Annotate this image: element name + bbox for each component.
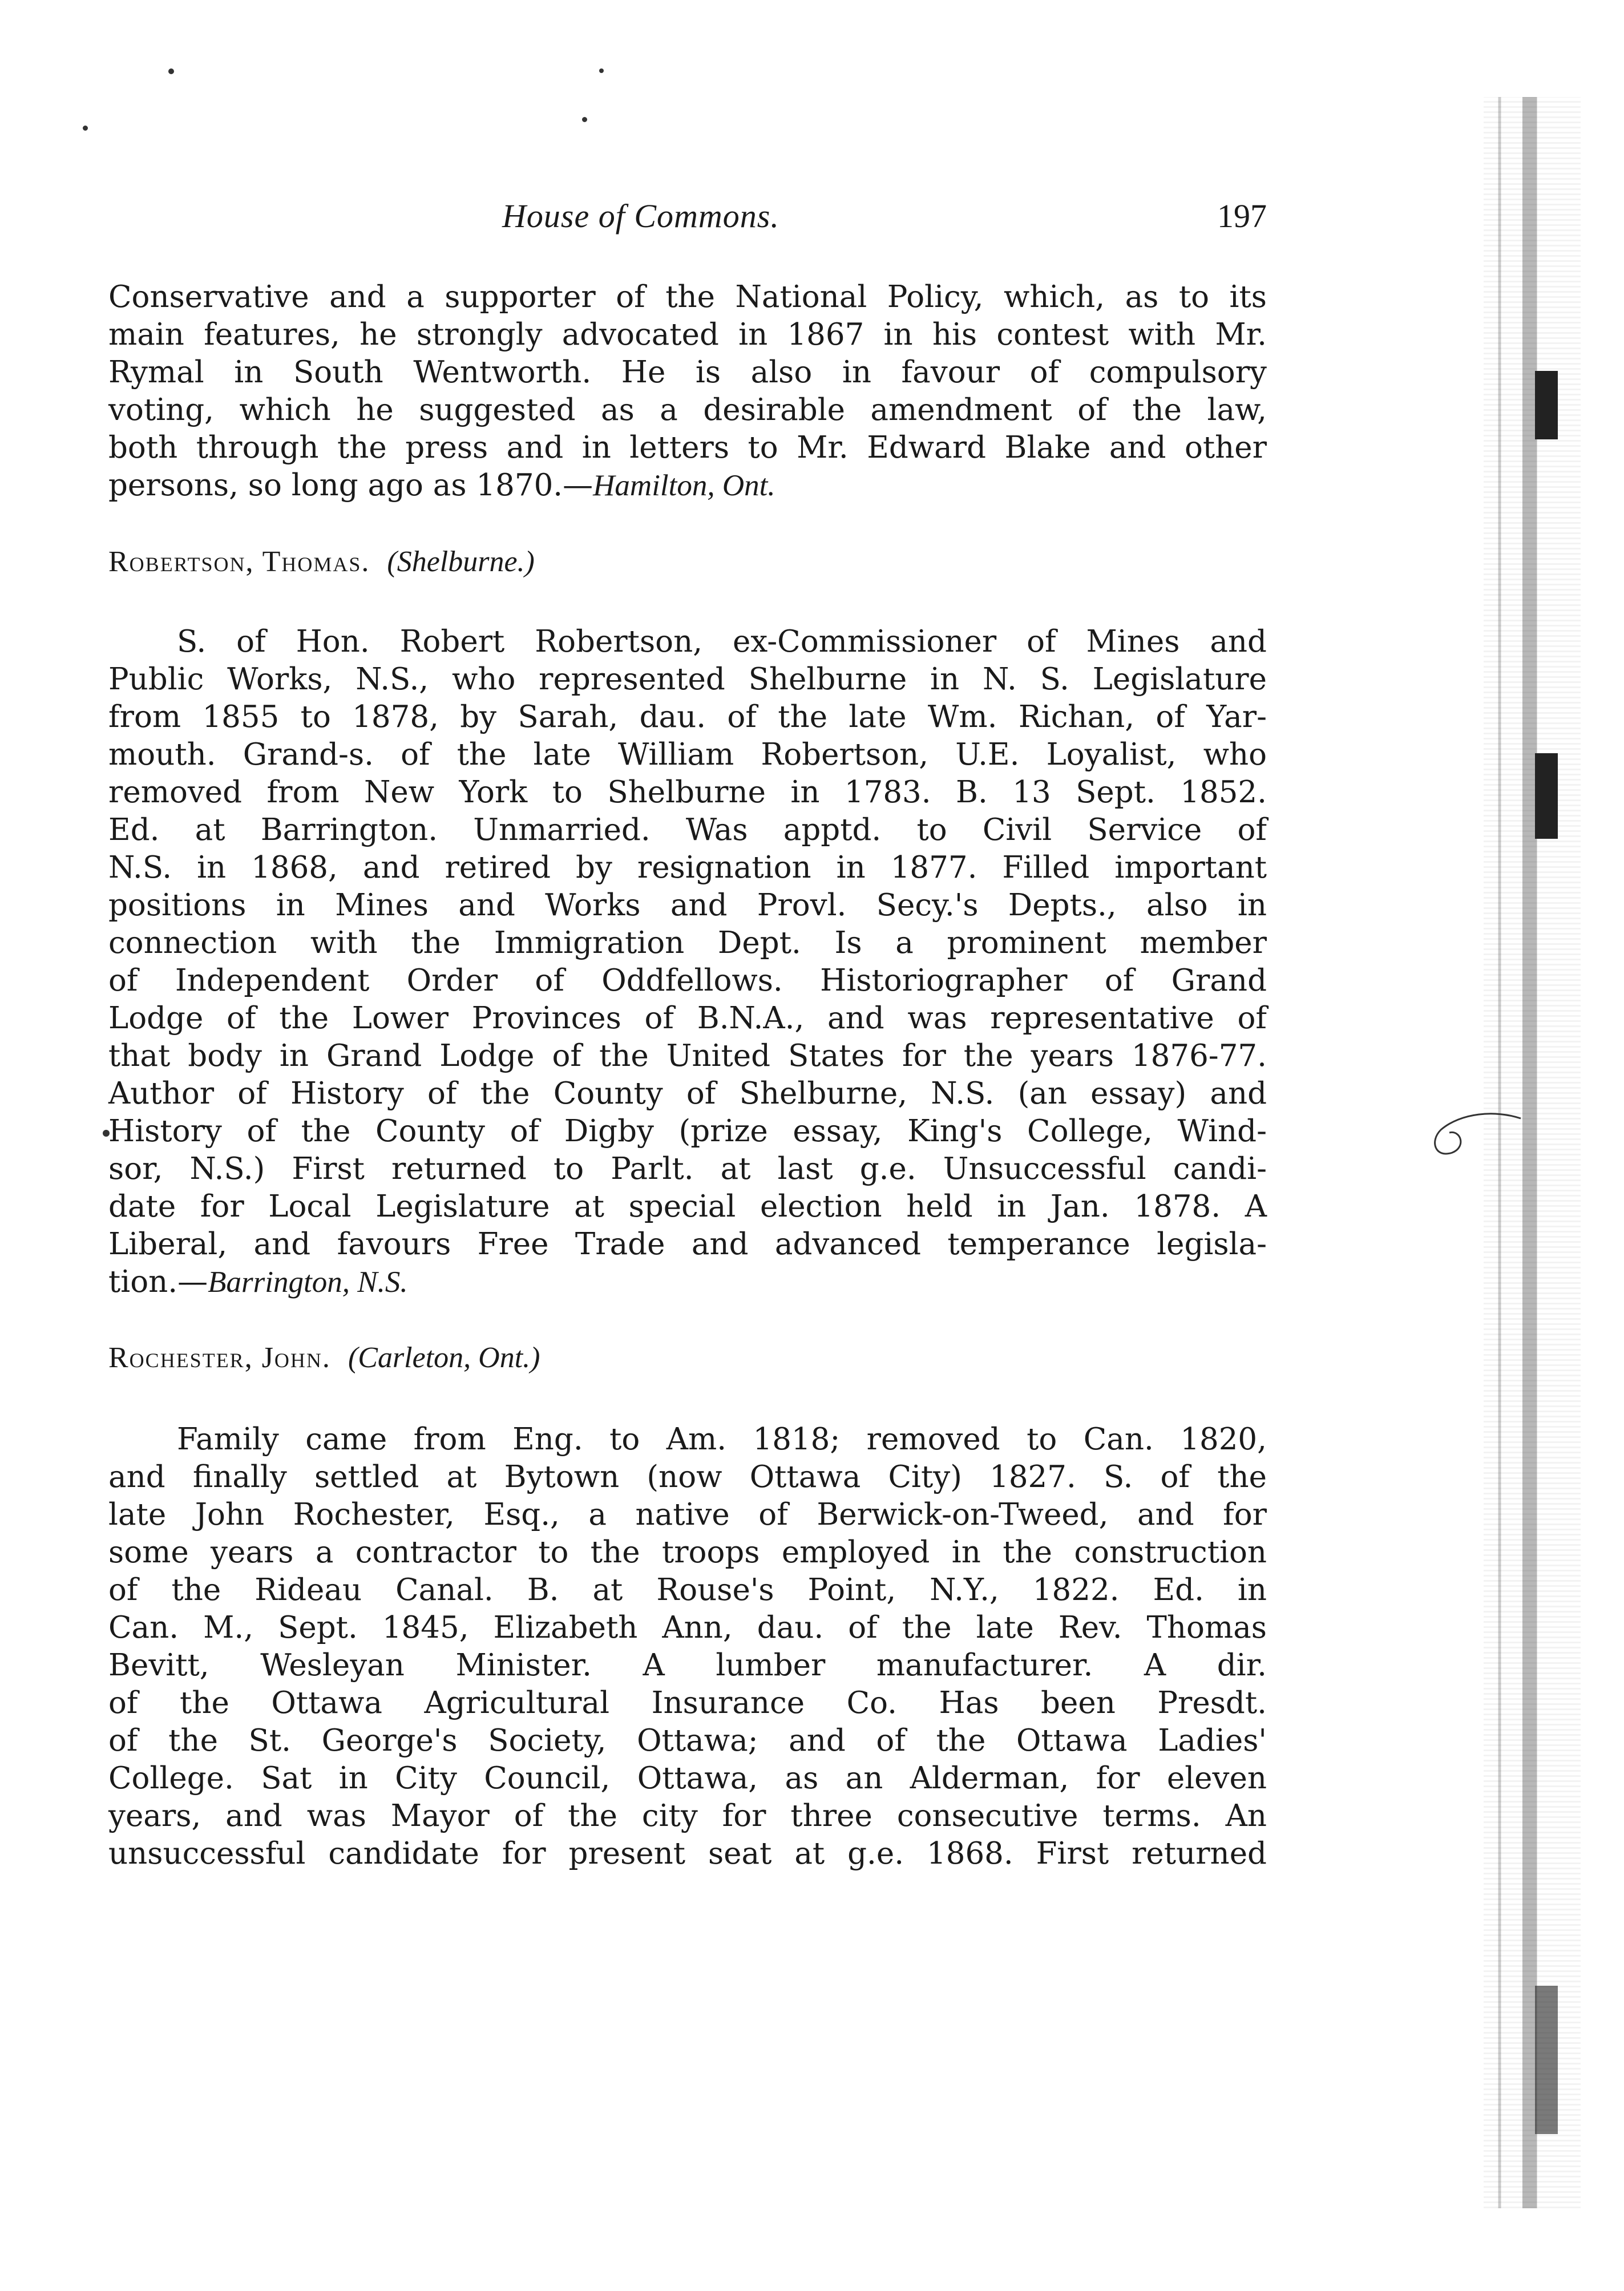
text-line: connection with the Immigration Dept. Is a prominent member: [108, 926, 1267, 960]
text-line: Bevitt, Wesleyan Minister. A lumber manufacturer. A dir.: [108, 1648, 1267, 1683]
running-title: House of Commons.: [502, 197, 779, 235]
page-header: [108, 197, 1267, 243]
text-line: Liberal, and favours Free Trade and advanced temperance legisla-: [108, 1227, 1267, 1262]
text-line: unsuccessful candidate for present seat at g.e. 1868. First returned: [108, 1836, 1267, 1871]
text-line: Can. M., Sept. 1845, Elizabeth Ann, dau. of the late Rev. Thomas: [108, 1610, 1267, 1645]
speck: [582, 117, 587, 122]
text-line: [108, 467, 1267, 504]
text-line: History of the County of Digby (prize essay, King's College, Wind-: [108, 1114, 1267, 1149]
text-line: Rymal in South Wentworth. He is also in favour of compulsory: [108, 355, 1267, 390]
line-text: tion.—: [108, 1264, 208, 1299]
text-line: Public Works, N.S., who represented Shelburne in N. S. Legislature: [108, 662, 1267, 697]
line-text: persons, so long ago as 1870.—: [108, 468, 593, 503]
text-line: S. of Hon. Robert Robertson, ex-Commissioner of Mines and: [177, 624, 1267, 659]
text-line: main features, he strongly advocated in 1867 in his contest with Mr.: [108, 317, 1267, 352]
speck: [599, 68, 604, 73]
text-line: of the Ottawa Agricultural Insurance Co. Has been Presdt.: [108, 1686, 1267, 1720]
text-line: and finally settled at Bytown (now Ottawa City) 1827. S. of the: [108, 1460, 1267, 1494]
text-line: [108, 1263, 1267, 1301]
text-line: Ed. at Barrington. Unmarried. Was apptd. to Civil Service of: [108, 813, 1267, 847]
speck: [83, 126, 88, 131]
riding-name: (Shelburne.): [387, 546, 535, 578]
member-name: Robertson, Thomas.: [108, 546, 370, 578]
place-name: Hamilton, Ont.: [593, 469, 775, 502]
text-line: Conservative and a supporter of the National Policy, which, as to its: [108, 280, 1267, 314]
page-number: 197: [1217, 197, 1267, 235]
text-line: N.S. in 1868, and retired by resignation in 1877. Filled important: [108, 850, 1267, 885]
text-line: some years a contractor to the troops employed in the construction: [108, 1535, 1267, 1570]
text-line: voting, which he suggested as a desirable amendment of the law,: [108, 393, 1267, 427]
text-line: mouth. Grand-s. of the late William Robertson, U.E. Loyalist, who: [108, 737, 1267, 772]
text-line: years, and was Mayor of the city for three consecutive terms. An: [108, 1799, 1267, 1833]
speck: [168, 68, 174, 74]
text-line: both through the press and in letters to Mr. Edward Blake and other: [108, 430, 1267, 465]
text-line: that body in Grand Lodge of the United States for the years 1876-77.: [108, 1039, 1267, 1073]
text-line: of the Rideau Canal. B. at Rouse's Point, N.Y., 1822. Ed. in: [108, 1573, 1267, 1607]
text-line: Author of History of the County of Shelburne, N.S. (an essay) and: [108, 1076, 1267, 1111]
text-line: from 1855 to 1878, by Sarah, dau. of the late Wm. Richan, of Yar-: [108, 700, 1267, 734]
text-line: Family came from Eng. to Am. 1818; removed to Can. 1820,: [177, 1422, 1267, 1457]
text-line: College. Sat in City Council, Ottawa, as an Alderman, for eleven: [108, 1761, 1267, 1796]
text-line: removed from New York to Shelburne in 1783. B. 13 Sept. 1852.: [108, 775, 1267, 810]
binding-mark: [1535, 753, 1558, 839]
binding-mark: [1535, 1986, 1558, 2134]
riding-name: (Carleton, Ont.): [348, 1342, 540, 1374]
text-line: date for Local Legislature at special election held in Jan. 1878. A: [108, 1189, 1267, 1224]
text-line: Lodge of the Lower Provinces of B.N.A., and was representative of: [108, 1001, 1267, 1036]
entry-heading: [108, 1341, 540, 1375]
place-name: Barrington, N.S.: [208, 1266, 408, 1299]
entry-heading: [108, 545, 535, 579]
member-name: Rochester, John.: [108, 1342, 331, 1374]
margin-pen-stroke: [1427, 1107, 1524, 1170]
text-line: sor, N.S.) First returned to Parlt. at last g.e. Unsuccessful candi-: [108, 1151, 1267, 1186]
text-line: late John Rochester, Esq., a native of Berwick-on-Tweed, and for: [108, 1497, 1267, 1532]
text-line: of the St. George's Society, Ottawa; and of the Ottawa Ladies': [108, 1723, 1267, 1758]
text-line: positions in Mines and Works and Provl. Secy.'s Depts., also in: [108, 888, 1267, 923]
binding-mark: [1535, 371, 1558, 439]
text-line: of Independent Order of Oddfellows. Historiographer of Grand: [108, 963, 1267, 998]
